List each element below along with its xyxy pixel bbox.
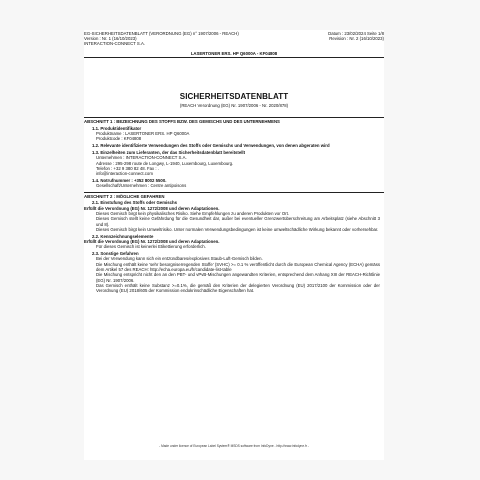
supplier-address: Adresse : 295-298 route de Longwy, L-1940, Luxembourg, Luxembourg. bbox=[96, 160, 234, 166]
header-left bbox=[84, 31, 274, 47]
product-code: Produktcode : KF04808 bbox=[96, 136, 142, 142]
subsection-1-1: 1.1. Produktidentifikator bbox=[92, 125, 142, 131]
subsection-2-1: 2.1. Einstufung des Stoffs oder Gemischs bbox=[92, 200, 177, 206]
subsection-2-2: 2.2. Kennzeichnungselemente bbox=[92, 233, 154, 239]
doc-regulation-line: EG-SICHERHEITSDATENBLATT (VERORDNUNG (EG) n° 1907/2006 - REACH) bbox=[84, 31, 239, 36]
environment-risk-text: Dieses Gemisch birgt kein Umweltrisiko. Unter normalen Verwendungsbedingungen ist keine umweltschädliche Wirkung bekannt oder vorhersehbar. bbox=[96, 226, 379, 232]
regulation-note-2: Erfüllt die Verordnung (EG) Nr. 1272/2008 und deren Adaptationen. bbox=[84, 238, 220, 244]
supplier-phone: Telefon : +32 9 380 82 48. Fax : . bbox=[96, 165, 159, 171]
subsection-1-3: 1.3. Einzelheiten zum Lieferanten, der das Sicherheitsdatenblatt bereitstellt bbox=[92, 149, 246, 155]
company-line: INTERACTION-CONNECT S.A. bbox=[84, 41, 146, 47]
section-1-heading: ABSCHNITT 1 : BEZEICHNUNG DES STOFFS BZW. DES GEMISCHS UND DES UNTERNEHMENS bbox=[84, 117, 384, 124]
revision-line: Revision : Nr. 2 (16/10/2023) bbox=[329, 36, 384, 42]
header-right bbox=[274, 31, 384, 41]
physical-risk-text: Dieses Gemisch birgt kein physikalisches Risiko. Siehe Empfehlungen zu anderen Produkten vor Ort. bbox=[96, 210, 289, 216]
section-2-heading: ABSCHNITT 2 : MÖGLICHE GEFAHREN bbox=[84, 192, 384, 199]
date-page-line: Datum : 23/02/2024 Seite 1/8 bbox=[328, 31, 384, 36]
subsection-1-4: 1.4. Notrufnummer : +352 8002 5500. bbox=[92, 177, 167, 183]
footer-licence: - Made under licence of European Label System® MSDS software from InfoDyne - http://www.infodyne.fr - bbox=[159, 444, 309, 448]
subsection-1-2: 1.2. Relevante identifizierte Verwendungen des Stoffs oder Gemischs und Verwendungen, von denen abgeraten wird bbox=[92, 143, 330, 149]
sds-page bbox=[84, 30, 384, 460]
dust-hazard-text: Bei der Verwendung kann sich ein entzündbares/explosives Staub-Luft-Gemisch bilden. bbox=[96, 256, 263, 262]
emergency-organisation: Gesellschaft/Unternehmen : Centre antipoisons bbox=[96, 183, 187, 189]
endocrine-text: Das Gemisch enthält keine Substanz >=0.1%, die gemäß den Kriterien der delegierten Verordnung (EU) 2017/2100 der Kommission oder der Verordnung (EU) 2018/605 der Kommission endokrinschädliche Eigenschaften hat. bbox=[96, 282, 380, 294]
supplier-company: Unternehmen : INTERACTION-CONNECT S.A. bbox=[96, 155, 187, 161]
page-subtitle: (REACH Verordnung (EG) Nr. 1907/2006 - Nr. 2020/878) bbox=[179, 103, 289, 108]
svhc-text: Die Mischung enthält keine 'sehr besorgniserregenden Stoffe' (SVHC) >= 0.1 % veröffentlicht durch die European Chemical Agency (ECHA) gemäss dem Artikel 57 des REACH: http://echa.europa.eu/fr/candidate-list-table bbox=[96, 261, 380, 272]
product-name: Produktname : LASERTONER ERS. HP Q6000A bbox=[96, 131, 190, 137]
version-line: Version : Nr. 1 (16/10/2023) bbox=[84, 36, 137, 42]
subsection-2-3: 2.3. Sonstige Gefahren bbox=[92, 251, 139, 257]
supplier-email[interactable]: info@interaction-connect.com bbox=[96, 171, 153, 177]
labelling-text: Für dieses Gemisch ist keinerlei Etikettierung erforderlich. bbox=[96, 244, 206, 250]
pbt-text: Die Mischung entspricht nicht den an den PBT- und vPvB-Mischungen angewandten Kriterien, entsprechend dem Anhang XIII der REACH-Richtlinie (EG) Nr. 1907/2006. bbox=[96, 272, 380, 283]
product-header: LASERTONER ERS. HP Q6000A - KF04808 bbox=[84, 51, 384, 58]
health-risk-text: Dieses Gemisch stellt keine Gefährdung für die Gesundheit dar, außer bei eventueller Grenzwertüberschreitung am Arbeitsplatz (siehe Abschnitt 3 und 8). bbox=[96, 216, 380, 227]
regulation-note-1: Erfüllt die Verordnung (EG) Nr. 1272/2008 und deren Adaptationen. bbox=[84, 205, 220, 211]
page-title: SICHERHEITSDATENBLATT bbox=[179, 92, 289, 101]
document-body bbox=[84, 114, 384, 293]
